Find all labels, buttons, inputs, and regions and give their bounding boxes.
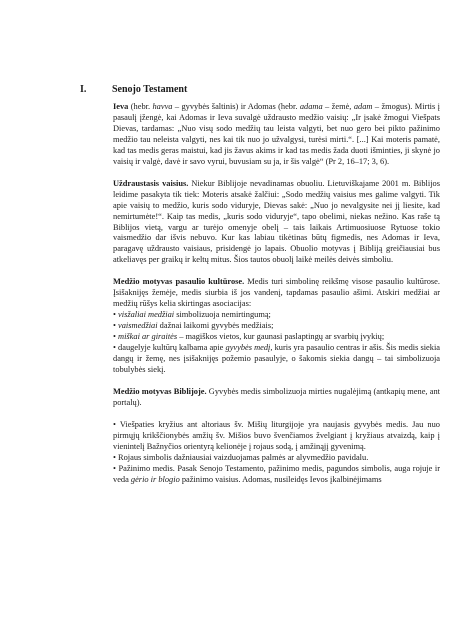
- list-item-text: Pažinimo medis. Pasak Senojo Testamento, pažinimo medis, pagundos simbolis, auga rojuje ir veda: [113, 463, 440, 484]
- section-number: I.: [80, 84, 87, 95]
- tree-associations-list: [113, 310, 440, 376]
- list-item-text: , kuris yra pasaulio centras ir ašis. Šis medis siekia dangų ir žemę, nes įsišaknijęs požemio pasaulyje, o šakomis siekia dangų – tai simbolizuoja tobulybės siekį.: [113, 343, 440, 374]
- bullet-icon: •: [113, 332, 116, 342]
- section-heading: [80, 83, 400, 97]
- paragraph-lead: Uždraustasis vaisius.: [113, 178, 189, 188]
- list-item-text: simbolizuoja nemirtingumą;: [174, 310, 271, 320]
- italic-term: havva: [152, 102, 173, 111]
- list-item-text: pažinimo vaisius. Adomas, nusileidęs Ievos įkalbinėjimams: [179, 474, 382, 484]
- list-item-text: Viešpaties kryžius ant altoriaus šv. Mišių liturgijoje yra naujasis gyvybės medis. Jau nuo pirmųjų krikščionybės amžių šv. Mišios buvo švenčiamos žvelgiant į kryžiaus atvaizdą, kaip į vienintelį Bažnyčios orientyrą kelionėje į rojaus sodą, į amžinąjį gyvenimą.: [113, 419, 440, 451]
- paragraph-text: (hebr.: [128, 102, 153, 111]
- list-item: [113, 321, 440, 332]
- bullet-icon: •: [113, 463, 116, 473]
- bullet-icon: •: [113, 343, 116, 353]
- paragraph-text: Gyvybės medis simbolizuoja mirties nugalėjimą (antkapių mene, ant portalų).: [113, 386, 440, 407]
- list-item: [113, 332, 440, 343]
- bible-tree-list: [113, 420, 440, 486]
- list-item-text: – magiškos vietos, kur gaunasi paslaptingų ar svarbių įvykių;: [177, 332, 385, 342]
- italic-term: gyvybės medį: [225, 343, 271, 353]
- bullet-icon: •: [113, 321, 116, 331]
- paragraph-text: Medis turi simbolinę reikšmę visose pasaulio kultūrose. Įsišaknijęs žemėje, medis siurbia iš jos vandenį, tapdamas pasaulio ašimi. Atskiri medžiai ar medžių rūšys kelia skirtingas asociacijas:: [113, 277, 440, 309]
- italic-term: adama: [299, 102, 323, 111]
- paragraph-tree-bible: [113, 387, 440, 409]
- paragraph-text: Niekur Biblijoje nevadinamas obuoliu. Lietuviškajame 2001 m. Biblijos leidime pasakyta tik tiek: Moteris atsakė žalčiui: „Sodo medžių vaisius mes galime valgyti. Tik apie vaisių to medžio, kuris sodo viduryje, Dievas sakė: „Nuo jo nevalgysite nei jį liesite, kad nemirtumėte!“. Kaip tas medis, „kuris sodo viduryje“, tapo obelimi, niekas nežino. Kas raše tą Biblijos vietą, vargu ar turėjo omenyje obelį – tais laikais Artimuosiuose Rytuose tokio vaismedžio dar išvis nebuvo. Kur kas labiau tikėtinas būtų figmedis, nes Adomas ir Ieva, paragavę uždrausto vaisiaus, prisidengė jo lapais. Obuolio motyvas į Bibliją greičiausiai bus atkeliavęs per graikų ir keltų mitus. Šios tautos obuolį laikė meilės deivės simboliu.: [113, 178, 440, 265]
- list-item-text: daugelyje kultūrų kalbama apie: [115, 343, 226, 353]
- paragraph-text: – žmogus). Mirtis į pasaulį įžengė, kai Adomas ir Ieva suvalgė uždrausto medžio vaisių: „Ir įsakė žmogui Viešpats Dievas, tardamas: „Nuo visų sodo medžių tau leista valgyti, bet nuo gero bei pikto pažinimo medžio tau neleista valgyti, nes kai tik nuo jo užvalgysi, turėsi mirti.“. [...] Kai moteris pamatė, kad tas medis geras maistui, kad jis žavus akims ir kad tas medis žada duoti išminties, ji skynė jo vaisių ir valgė, davė ir savo vyrui, buvusiam su ja, ir šis valgė“ (Pr 2, 16–17; 3, 6).: [113, 102, 440, 166]
- paragraph-lead: Medžio motyvas Biblijoje.: [113, 386, 207, 396]
- paragraph-lead: Medžio motyvas pasaulio kultūrose.: [113, 277, 245, 287]
- paragraph-text: – žemė,: [322, 102, 354, 111]
- italic-term: adam: [353, 102, 373, 111]
- list-item: [113, 310, 440, 321]
- paragraph-text: – gyvybės šaltinis) ir Adomas (hebr.: [172, 102, 300, 111]
- bullet-icon: •: [113, 310, 116, 320]
- list-item: [113, 343, 440, 376]
- document-body: [113, 102, 440, 486]
- italic-term: visžaliai medžiai: [118, 310, 175, 320]
- italic-term: vaismedžiai: [118, 321, 158, 331]
- list-item: [113, 453, 440, 464]
- italic-term: gėrio ir blogio: [130, 474, 180, 484]
- section-title: Senojo Testament: [112, 84, 188, 95]
- paragraph-ieva-adomas: [113, 102, 440, 168]
- bullet-icon: •: [113, 419, 116, 429]
- list-item: [113, 464, 440, 486]
- list-item-text: Rojaus simbolis dažniausiai vaizduojamas palmės ar alyvmedžio pavidalu.: [115, 452, 369, 462]
- italic-term: miškai ar giraitės: [118, 332, 178, 342]
- paragraph-forbidden-fruit: [113, 179, 440, 267]
- bullet-icon: •: [113, 452, 116, 462]
- list-item: [113, 420, 440, 453]
- paragraph-tree-cultures: [113, 277, 440, 310]
- list-item-text: dažnai laikomi gyvybės medžiais;: [157, 321, 274, 331]
- paragraph-lead: Ieva: [113, 102, 129, 111]
